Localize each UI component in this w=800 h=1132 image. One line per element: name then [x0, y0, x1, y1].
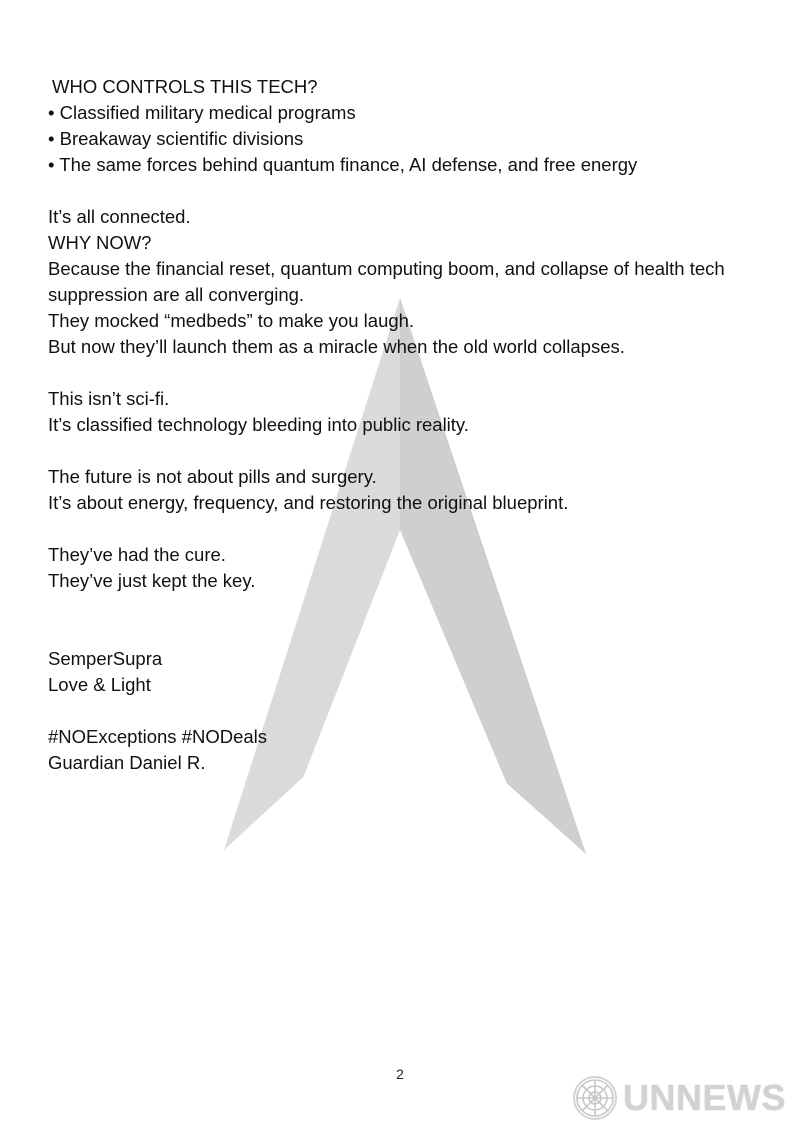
letter-body — [48, 74, 768, 776]
list-item: • Classified military medical programs — [48, 100, 768, 126]
future-paragraph — [48, 464, 768, 516]
scifi-line-2: It’s classified technology bleeding into public reality. — [48, 414, 469, 435]
signoff-line-2: Love & Light — [48, 674, 151, 695]
medbeds-paragraph — [48, 308, 768, 360]
connected-line: It’s all connected. — [48, 206, 191, 227]
who-controls-heading: WHO CONTROLS THIS TECH? — [52, 76, 318, 97]
signoff-line-1: SemperSupra — [48, 648, 163, 669]
why-now-paragraph: Because the financial reset, quantum computing boom, and collapse of health tech suppression are all converging. — [48, 258, 725, 305]
signature: Guardian Daniel R. — [48, 752, 206, 773]
who-controls-list — [48, 100, 768, 178]
cure-paragraph — [48, 542, 768, 594]
medbeds-line-2: But now they’ll launch them as a miracle when the old world collapses. — [48, 336, 625, 357]
cure-line-2: They’ve just kept the key. — [48, 570, 256, 591]
list-item: • Breakaway scientific divisions — [48, 126, 768, 152]
page-number: 2 — [396, 1066, 404, 1082]
medbeds-line-1: They mocked “medbeds” to make you laugh. — [48, 310, 415, 331]
hashtags: #NOExceptions #NODeals — [48, 726, 268, 747]
un-emblem-icon — [573, 1076, 617, 1120]
un-news-wordmark: UNNEWS — [623, 1077, 786, 1118]
scifi-paragraph — [48, 386, 768, 438]
why-now-heading: WHY NOW? — [48, 232, 152, 253]
future-line-1: The future is not about pills and surgery. — [48, 466, 377, 487]
signoff — [48, 646, 768, 698]
scifi-line-1: This isn’t sci-fi. — [48, 388, 170, 409]
list-item: • The same forces behind quantum finance, AI defense, and free energy — [48, 152, 768, 178]
cure-line-1: They’ve had the cure. — [48, 544, 226, 565]
un-news-logo — [573, 1076, 786, 1120]
future-line-2: It’s about energy, frequency, and restoring the original blueprint. — [48, 492, 569, 513]
